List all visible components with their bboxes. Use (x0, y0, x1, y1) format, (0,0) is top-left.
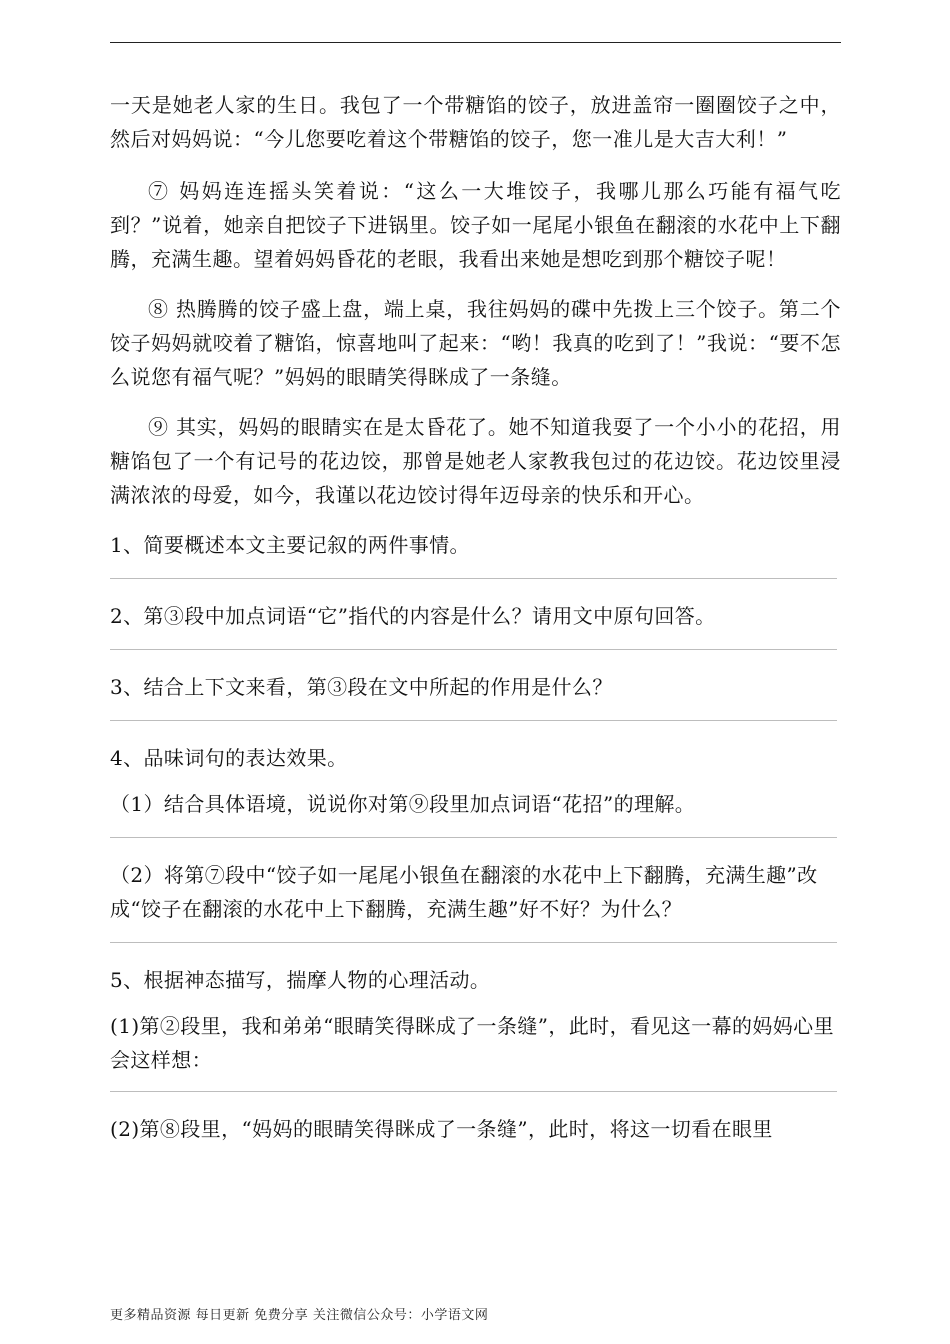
passage-paragraph-continued: 一天是她老人家的生日。我包了一个带糖馅的饺子，放进盖帘一圈圈饺子之中，然后对妈妈说：“今儿您要吃着这个带糖馅的饺子，您一准儿是大吉大利！” (110, 93, 841, 151)
footer-note: 更多精品资源 每日更新 免费分享 关注微信公众号：小学语文网 (110, 1308, 489, 1323)
question-5-1: (1)第②段里，我和弟弟“眼睛笑得眯成了一条缝”，此时，看见这一幕的妈妈心里会这样想： (110, 1014, 834, 1072)
question-4: 4、品味词句的表达效果。 (110, 746, 348, 770)
answer-line-4-1[interactable] (110, 837, 837, 838)
answer-line-5-1[interactable] (110, 1091, 837, 1092)
question-5-2: (2)第⑧段里，“妈妈的眼睛笑得眯成了一条缝”，此时，将这一切看在眼里 (110, 1117, 773, 1141)
passage-paragraph-8: ⑧ 热腾腾的饺子盛上盘，端上桌，我往妈妈的碟中先拨上三个饺子。第二个饺子妈妈就咬着了糖馅，惊喜地叫了起来：“哟！我真的吃到了！”我说：“要不怎么说您有福气呢？”妈妈的眼睛笑得眯成了一条缝。 (110, 297, 841, 389)
answer-line-2[interactable] (110, 649, 837, 650)
question-1: 1、简要概述本文主要记叙的两件事情。 (110, 533, 470, 557)
question-2: 2、第③段中加点词语“它”指代的内容是什么？请用文中原句回答。 (110, 604, 716, 628)
question-3: 3、结合上下文来看，第③段在文中所起的作用是什么？ (110, 675, 613, 699)
document-body (110, 88, 841, 1146)
answer-line-1[interactable] (110, 578, 837, 579)
answer-line-3[interactable] (110, 720, 837, 721)
answer-line-4-2[interactable] (110, 942, 837, 943)
passage-paragraph-7: ⑦ 妈妈连连摇头笑着说：“这么一大堆饺子，我哪儿那么巧能有福气吃到？”说着，她亲自把饺子下进锅里。饺子如一尾尾小银鱼在翻滚的水花中上下翻腾，充满生趣。望着妈妈昏花的老眼，我看出来她是想吃到那个糖饺子呢！ (110, 179, 841, 271)
passage-paragraph-9: ⑨ 其实，妈妈的眼睛实在是太昏花了。她不知道我耍了一个小小的花招，用糖馅包了一个有记号的花边饺，那曾是她老人家教我包过的花边饺。花边饺里浸满浓浓的母爱，如今，我谨以花边饺讨得年迈母亲的快乐和开心。 (110, 415, 841, 507)
question-5: 5、根据神态描写，揣摩人物的心理活动。 (110, 968, 491, 992)
question-4-1: （1）结合具体语境，说说你对第⑨段里加点词语“花招”的理解。 (110, 792, 696, 816)
header-rule (110, 42, 841, 43)
question-4-2: （2）将第⑦段中“饺子如一尾尾小银鱼在翻滚的水花中上下翻腾，充满生趣”改成“饺子在翻滚的水花中上下翻腾，充满生趣”好不好？为什么？ (110, 863, 818, 921)
